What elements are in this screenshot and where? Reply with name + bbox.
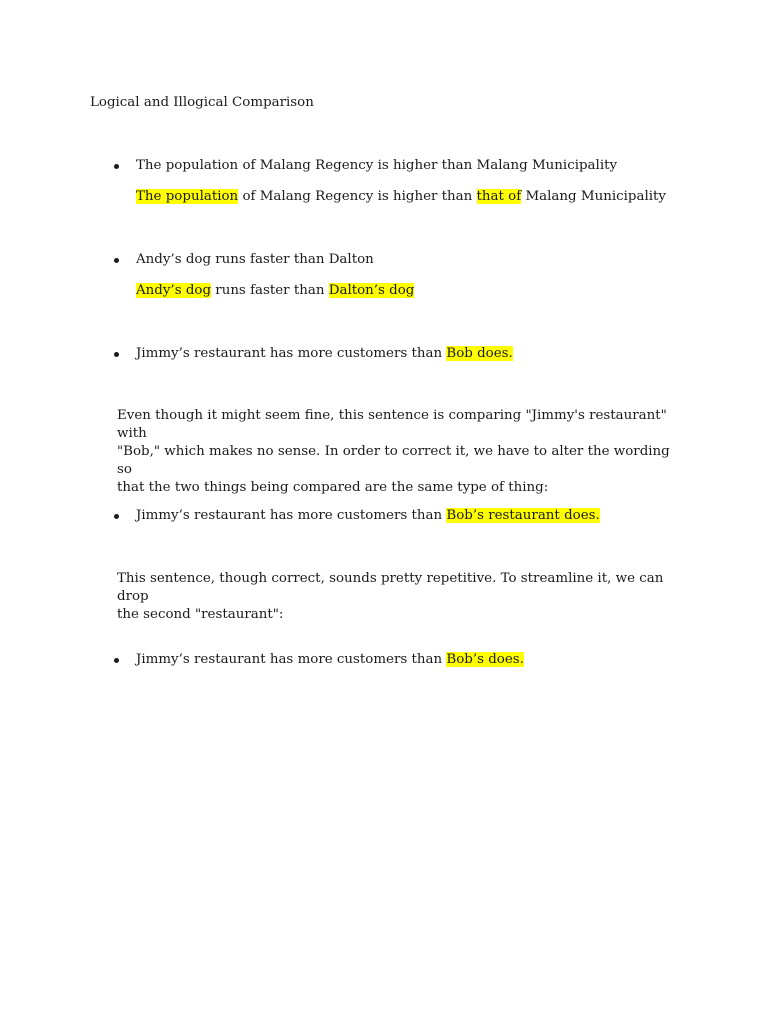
sentence-text: Malang Municipality xyxy=(521,189,666,204)
highlight: Andy’s dog xyxy=(136,283,212,298)
bullet-icon xyxy=(114,658,119,663)
highlight: Dalton’s dog xyxy=(328,283,415,298)
bullet-text xyxy=(136,507,600,525)
paragraph-line: that the two things being compared are the same type of thing: xyxy=(117,480,549,495)
sentence-text: Jimmy’s restaurant has more customers than xyxy=(136,346,447,361)
highlight: that of xyxy=(476,189,522,204)
highlight: The population xyxy=(136,189,239,204)
highlight: Bob does. xyxy=(446,346,513,361)
highlight: Bob’s restaurant does. xyxy=(446,508,600,523)
bullet-icon xyxy=(114,514,119,519)
bullet-text: Andy’s dog runs faster than Dalton xyxy=(136,252,374,267)
explanation-paragraph xyxy=(117,407,677,497)
paragraph-line: the second "restaurant": xyxy=(117,607,284,622)
highlight: Bob’s does. xyxy=(446,652,524,667)
paragraph-line: This sentence, though correct, sounds pretty repetitive. To streamline it, we can drop xyxy=(117,571,664,604)
bullet-text xyxy=(136,345,513,363)
paragraph-line: "Bob," which makes no sense. In order to correct it, we have to alter the wording so xyxy=(117,444,670,477)
bullet-icon xyxy=(114,258,119,263)
sentence-text: of Malang Regency is higher than xyxy=(238,189,477,204)
bullet-text: The population of Malang Regency is higher than Malang Municipality xyxy=(136,158,618,173)
document-title: Logical and Illogical Comparison xyxy=(90,95,314,110)
corrected-sentence xyxy=(136,188,666,206)
paragraph-line: Even though it might seem fine, this sentence is comparing "Jimmy's restaurant" with xyxy=(117,408,667,441)
bullet-icon xyxy=(114,164,119,169)
corrected-sentence xyxy=(136,282,414,300)
sentence-text: Jimmy’s restaurant has more customers than xyxy=(136,508,447,523)
sentence-text: runs faster than xyxy=(211,283,329,298)
bullet-text xyxy=(136,651,524,669)
explanation-paragraph xyxy=(117,570,677,624)
sentence-text: Jimmy’s restaurant has more customers than xyxy=(136,652,447,667)
bullet-icon xyxy=(114,352,119,357)
